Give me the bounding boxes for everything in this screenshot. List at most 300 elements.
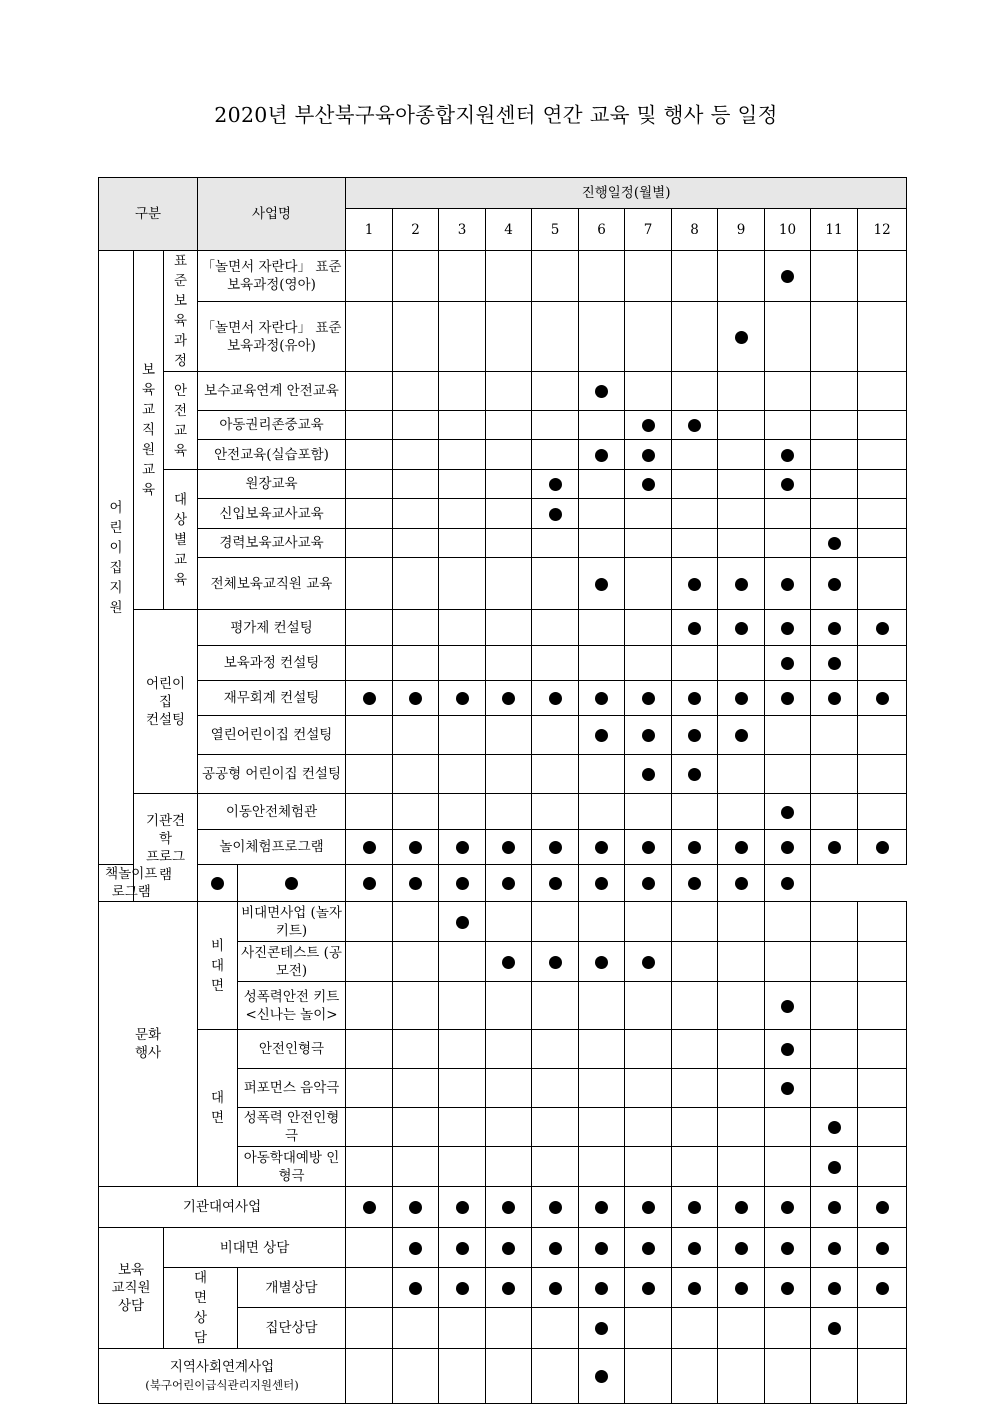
- scheduled-dot: [363, 1201, 376, 1214]
- scheduled-dot: [735, 841, 748, 854]
- row-name: [238, 982, 346, 1030]
- schedule-cell-month-10: [765, 1187, 811, 1228]
- schedule-cell-month-11: [811, 1268, 858, 1308]
- group-face: 대 면: [198, 1030, 238, 1187]
- row-name: [198, 681, 346, 716]
- scheduled-dot: [502, 956, 515, 969]
- schedule-cell-month-10: [765, 1030, 811, 1069]
- scheduled-dot: [549, 478, 562, 491]
- schedule-cell-month-9: [718, 1030, 765, 1069]
- schedule-cell-month-7: [625, 1108, 672, 1147]
- schedule-cell-month-8: [672, 610, 718, 646]
- schedule-cell-month-8: [672, 1030, 718, 1069]
- group-safety: 안 전 교 육: [164, 372, 198, 470]
- schedule-cell-month-6: [579, 794, 625, 830]
- schedule-cell-month-11: [811, 558, 858, 610]
- row-label: 사진콘테스트 (공모전): [241, 944, 342, 979]
- schedule-cell-month-2: [393, 499, 439, 529]
- schedule-cell-month-7: [625, 1030, 672, 1069]
- schedule-cell-month-2: [393, 529, 439, 558]
- schedule-cell-month-6: [579, 558, 625, 610]
- schedule-cell-month-8: [672, 755, 718, 794]
- schedule-cell-month-8: [672, 1308, 718, 1349]
- scheduled-dot: [595, 1322, 608, 1335]
- schedule-cell-month-2: [393, 1147, 439, 1187]
- schedule-cell-month-7: [625, 1147, 672, 1187]
- month-header-5: 5: [532, 209, 579, 251]
- scheduled-dot: [735, 1282, 748, 1295]
- schedule-cell-month-3: [439, 830, 486, 865]
- row-name: [99, 1349, 346, 1404]
- schedule-cell-month-1: [346, 411, 393, 440]
- scheduled-dot: [409, 877, 422, 890]
- schedule-cell-month-7: [625, 372, 672, 411]
- row-label: 아동권리존중교육: [219, 417, 324, 433]
- schedule-cell-month-6: [579, 1308, 625, 1349]
- schedule-cell-month-5: [532, 1268, 579, 1308]
- month-header-12: 12: [858, 209, 907, 251]
- schedule-cell-month-12: [858, 1187, 907, 1228]
- schedule-cell-month-7: [625, 755, 672, 794]
- schedule-cell-month-9: [718, 1268, 765, 1308]
- schedule-cell-month-9: [718, 1228, 765, 1268]
- schedule-cell-month-9: [718, 372, 765, 411]
- scheduled-dot: [828, 1201, 841, 1214]
- schedule-cell-month-3: [439, 1308, 486, 1349]
- month-header-10: 10: [765, 209, 811, 251]
- schedule-cell-month-2: [238, 865, 346, 902]
- schedule-cell-month-1: [198, 865, 238, 902]
- schedule-cell-month-6: [579, 1030, 625, 1069]
- scheduled-dot: [688, 1242, 701, 1255]
- scheduled-dot: [735, 622, 748, 635]
- scheduled-dot: [642, 729, 655, 742]
- schedule-cell-month-3: [439, 681, 486, 716]
- schedule-cell-month-12: [858, 372, 907, 411]
- schedule-cell-month-6: [579, 251, 625, 302]
- row-label: 책놀이프로그램: [105, 866, 158, 900]
- scheduled-dot: [549, 508, 562, 521]
- schedule-cell-month-3: [439, 646, 486, 681]
- scheduled-dot: [828, 692, 841, 705]
- scheduled-dot: [876, 692, 889, 705]
- schedule-cell-month-8: [672, 1228, 718, 1268]
- schedule-cell-month-9: [625, 865, 672, 902]
- schedule-cell-month-5: [532, 902, 579, 942]
- schedule-cell-month-4: [486, 372, 532, 411]
- schedule-cell-month-12: [858, 440, 907, 470]
- schedule-cell-month-2: [393, 942, 439, 982]
- schedule-cell-month-3: [439, 716, 486, 755]
- row-label: 재무회계 컨설팅: [223, 690, 320, 706]
- schedule-cell-month-10: [765, 902, 811, 942]
- schedule-cell-month-8: [672, 716, 718, 755]
- scheduled-dot: [781, 1282, 794, 1295]
- schedule-cell-month-6: [579, 716, 625, 755]
- row-label: 안전인형극: [258, 1041, 325, 1057]
- scheduled-dot: [549, 956, 562, 969]
- schedule-cell-month-3: [439, 1030, 486, 1069]
- scheduled-dot: [595, 841, 608, 854]
- scheduled-dot: [688, 877, 701, 890]
- schedule-cell-month-3: [439, 411, 486, 440]
- schedule-cell-month-9: [718, 982, 765, 1030]
- schedule-cell-month-11: [811, 681, 858, 716]
- row-label: 신입보육교사교육: [219, 505, 324, 522]
- scheduled-dot: [688, 1201, 701, 1214]
- row-label: 보육과정 컨설팅: [223, 655, 320, 671]
- schedule-cell-month-11: [811, 411, 858, 440]
- scheduled-dot: [781, 657, 794, 670]
- row-label: 열린어린이집 컨설팅: [210, 727, 333, 743]
- row-name: [198, 646, 346, 681]
- schedule-cell-month-5: [532, 302, 579, 372]
- scheduled-dot: [688, 622, 701, 635]
- row-name: [198, 610, 346, 646]
- schedule-cell-month-2: [393, 372, 439, 411]
- schedule-cell-month-9: [718, 470, 765, 499]
- scheduled-dot: [549, 841, 562, 854]
- row-name: [99, 865, 164, 902]
- scheduled-dot: [409, 1242, 422, 1255]
- scheduled-dot: [642, 1242, 655, 1255]
- schedule-cell-month-12: [858, 251, 907, 302]
- month-header-6: 6: [579, 209, 625, 251]
- schedule-cell-month-6: [579, 681, 625, 716]
- schedule-cell-month-4: [486, 440, 532, 470]
- scheduled-dot: [781, 622, 794, 635]
- schedule-cell-month-3: [439, 1187, 486, 1228]
- row-name: [164, 1228, 346, 1268]
- scheduled-dot: [549, 1242, 562, 1255]
- row-label: 「놀면서 자란다」 표준보육과정(유아): [201, 319, 342, 354]
- scheduled-dot: [642, 1282, 655, 1295]
- schedule-cell-month-4: [486, 982, 532, 1030]
- schedule-cell-month-8: [672, 302, 718, 372]
- scheduled-dot: [781, 270, 794, 283]
- scheduled-dot: [781, 841, 794, 854]
- schedule-cell-month-4: [486, 1030, 532, 1069]
- schedule-cell-month-3: [439, 499, 486, 529]
- scheduled-dot: [549, 1201, 562, 1214]
- row-label: 보수교육연계 안전교육: [204, 383, 339, 399]
- schedule-cell-month-3: [439, 440, 486, 470]
- scheduled-dot: [595, 729, 608, 742]
- scheduled-dot: [456, 1201, 469, 1214]
- schedule-cell-month-3: [439, 1349, 486, 1404]
- header-category: 구분: [99, 178, 198, 251]
- schedule-cell-month-1: [346, 830, 393, 865]
- schedule-cell-month-10: [765, 529, 811, 558]
- scheduled-dot: [642, 956, 655, 969]
- schedule-cell-month-7: [625, 1069, 672, 1108]
- schedule-cell-month-3: [439, 794, 486, 830]
- schedule-cell-month-6: [579, 529, 625, 558]
- schedule-cell-month-9: [718, 302, 765, 372]
- schedule-cell-month-10: [765, 440, 811, 470]
- schedule-cell-month-9: [718, 942, 765, 982]
- schedule-cell-month-12: [765, 865, 811, 902]
- schedule-cell-month-7: [625, 646, 672, 681]
- scheduled-dot: [781, 1201, 794, 1214]
- schedule-cell-month-11: [811, 794, 858, 830]
- schedule-cell-month-12: [858, 681, 907, 716]
- schedule-cell-month-10: [765, 411, 811, 440]
- scheduled-dot: [876, 1242, 889, 1255]
- schedule-cell-month-12: [858, 558, 907, 610]
- schedule-cell-month-4: [486, 470, 532, 499]
- row-label: 전체보육교직원 교육: [210, 575, 333, 592]
- scheduled-dot: [595, 877, 608, 890]
- scheduled-dot: [502, 841, 515, 854]
- schedule-cell-month-4: [486, 1228, 532, 1268]
- schedule-cell-month-11: [811, 470, 858, 499]
- schedule-cell-month-10: [765, 716, 811, 755]
- schedule-cell-month-4: [486, 716, 532, 755]
- schedule-cell-month-7: [625, 681, 672, 716]
- row-label: 원장교육: [245, 476, 298, 492]
- month-header-8: 8: [672, 209, 718, 251]
- scheduled-dot: [828, 1121, 841, 1134]
- scheduled-dot: [828, 1322, 841, 1335]
- scheduled-dot: [502, 1201, 515, 1214]
- schedule-cell-month-10: [765, 646, 811, 681]
- schedule-cell-month-4: [486, 499, 532, 529]
- schedule-cell-month-9: [718, 1108, 765, 1147]
- schedule-cell-month-4: [486, 529, 532, 558]
- schedule-cell-month-2: [393, 1349, 439, 1404]
- schedule-cell-month-1: [346, 251, 393, 302]
- schedule-cell-month-7: [625, 302, 672, 372]
- schedule-cell-month-8: [579, 865, 625, 902]
- row-name: [238, 1308, 346, 1349]
- schedule-cell-month-12: [858, 529, 907, 558]
- schedule-cell-month-3: [439, 610, 486, 646]
- page-title: 2020년 부산북구육아종합지원센터 연간 교육 및 행사 등 일정: [214, 103, 778, 127]
- schedule-cell-month-6: [579, 1147, 625, 1187]
- schedule-cell-month-7: [625, 1228, 672, 1268]
- schedule-cell-month-1: [346, 794, 393, 830]
- schedule-cell-month-3: [439, 1147, 486, 1187]
- scheduled-dot: [828, 657, 841, 670]
- scheduled-dot: [363, 877, 376, 890]
- row-name: [99, 1187, 346, 1228]
- schedule-cell-month-1: [346, 646, 393, 681]
- schedule-cell-month-7: [625, 529, 672, 558]
- schedule-cell-month-4: [486, 1108, 532, 1147]
- schedule-cell-month-9: [718, 755, 765, 794]
- row-label: 성폭력안전 키트 <신나는 놀이>: [243, 988, 340, 1023]
- schedule-cell-month-8: [672, 440, 718, 470]
- month-header-7: 7: [625, 209, 672, 251]
- scheduled-dot: [688, 419, 701, 432]
- scheduled-dot: [735, 578, 748, 591]
- schedule-cell-month-8: [672, 1069, 718, 1108]
- row-name: [198, 830, 346, 865]
- schedule-cell-month-3: [439, 529, 486, 558]
- schedule-cell-month-5: [532, 1308, 579, 1349]
- schedule-cell-month-2: [393, 830, 439, 865]
- scheduled-dot: [502, 877, 515, 890]
- schedule-cell-month-11: [811, 1349, 858, 1404]
- schedule-cell-month-9: [718, 716, 765, 755]
- row-label: 비대면 상담: [219, 1239, 290, 1256]
- scheduled-dot: [688, 692, 701, 705]
- schedule-cell-month-9: [718, 440, 765, 470]
- schedule-cell-month-11: [811, 529, 858, 558]
- schedule-cell-month-2: [393, 716, 439, 755]
- schedule-cell-month-7: [625, 251, 672, 302]
- scheduled-dot: [549, 877, 562, 890]
- schedule-cell-month-7: [625, 1268, 672, 1308]
- schedule-cell-month-12: [858, 1268, 907, 1308]
- row-name: [198, 411, 346, 440]
- schedule-cell-month-3: [439, 558, 486, 610]
- schedule-cell-month-7: [625, 794, 672, 830]
- schedule-cell-month-11: [811, 1228, 858, 1268]
- schedule-cell-month-10: [765, 558, 811, 610]
- schedule-cell-month-4: [486, 1069, 532, 1108]
- month-header-3: 3: [439, 209, 486, 251]
- schedule-cell-month-5: [532, 982, 579, 1030]
- scheduled-dot: [735, 692, 748, 705]
- scheduled-dot: [642, 768, 655, 781]
- schedule-cell-month-2: [393, 982, 439, 1030]
- schedule-cell-month-7: [625, 499, 672, 529]
- scheduled-dot: [642, 419, 655, 432]
- row-name: [198, 372, 346, 411]
- schedule-cell-month-9: [718, 1187, 765, 1228]
- scheduled-dot: [781, 1242, 794, 1255]
- schedule-cell-month-10: [765, 794, 811, 830]
- schedule-cell-month-5: [532, 830, 579, 865]
- schedule-cell-month-5: [532, 1030, 579, 1069]
- schedule-cell-month-8: [672, 1108, 718, 1147]
- group-teacher-edu: 보 육 교 직 원 교 육: [134, 251, 164, 610]
- schedule-cell-month-2: [393, 1187, 439, 1228]
- scheduled-dot: [876, 1201, 889, 1214]
- schedule-cell-month-8: [672, 499, 718, 529]
- schedule-cell-month-6: [579, 1268, 625, 1308]
- scheduled-dot: [595, 449, 608, 462]
- schedule-cell-month-2: [393, 251, 439, 302]
- schedule-cell-month-1: [346, 1349, 393, 1404]
- schedule-cell-month-12: [858, 610, 907, 646]
- schedule-cell-month-7: [532, 865, 579, 902]
- schedule-cell-month-11: [811, 372, 858, 411]
- row-label: 공공형 어린이집 컨설팅: [202, 766, 341, 782]
- scheduled-dot: [456, 692, 469, 705]
- schedule-cell-month-6: [579, 942, 625, 982]
- schedule-cell-month-7: [625, 470, 672, 499]
- schedule-cell-month-11: [811, 1187, 858, 1228]
- group-target: 대 상 별 교 육: [164, 470, 198, 610]
- schedule-cell-month-8: [672, 411, 718, 440]
- scheduled-dot: [642, 692, 655, 705]
- schedule-cell-month-12: [858, 1228, 907, 1268]
- schedule-cell-month-4: [486, 1187, 532, 1228]
- month-header-4: 4: [486, 209, 532, 251]
- scheduled-dot: [409, 841, 422, 854]
- schedule-cell-month-12: [858, 646, 907, 681]
- schedule-cell-month-8: [672, 1268, 718, 1308]
- schedule-cell-month-1: [346, 372, 393, 411]
- schedule-cell-month-11: [811, 982, 858, 1030]
- scheduled-dot: [781, 806, 794, 819]
- schedule-cell-month-1: [346, 499, 393, 529]
- schedule-cell-month-6: [579, 499, 625, 529]
- schedule-cell-month-10: [765, 372, 811, 411]
- schedule-cell-month-10: [765, 982, 811, 1030]
- schedule-cell-month-4: [486, 794, 532, 830]
- schedule-cell-month-2: [393, 1308, 439, 1349]
- schedule-cell-month-3: [439, 942, 486, 982]
- scheduled-dot: [642, 478, 655, 491]
- scheduled-dot: [735, 729, 748, 742]
- scheduled-dot: [828, 1282, 841, 1295]
- schedule-cell-month-4: [486, 830, 532, 865]
- schedule-cell-month-9: [718, 902, 765, 942]
- group-counsel: 보육 교직원 상담: [99, 1228, 164, 1349]
- schedule-cell-month-5: [532, 558, 579, 610]
- schedule-cell-month-1: [346, 529, 393, 558]
- row-label: 이동안전체험관: [225, 803, 318, 820]
- scheduled-dot: [642, 877, 655, 890]
- schedule-cell-month-5: [532, 251, 579, 302]
- schedule-cell-month-5: [532, 529, 579, 558]
- schedule-cell-month-5: [532, 755, 579, 794]
- schedule-cell-month-10: [765, 830, 811, 865]
- schedule-cell-month-3: [439, 470, 486, 499]
- schedule-cell-month-10: [765, 470, 811, 499]
- scheduled-dot: [595, 956, 608, 969]
- schedule-cell-month-3: [439, 302, 486, 372]
- schedule-cell-month-12: [858, 470, 907, 499]
- schedule-cell-month-8: [672, 646, 718, 681]
- schedule-cell-month-11: [811, 610, 858, 646]
- scheduled-dot: [595, 692, 608, 705]
- schedule-cell-month-2: [393, 1268, 439, 1308]
- schedule-cell-month-4: [486, 302, 532, 372]
- scheduled-dot: [735, 1242, 748, 1255]
- schedule-cell-month-1: [346, 1268, 393, 1308]
- schedule-cell-month-12: [858, 499, 907, 529]
- schedule-cell-month-1: [346, 440, 393, 470]
- schedule-cell-month-9: [718, 251, 765, 302]
- row-name: [238, 942, 346, 982]
- row-name: [198, 302, 346, 372]
- schedule-cell-month-2: [393, 1030, 439, 1069]
- schedule-cell-month-5: [532, 1187, 579, 1228]
- month-header-2: 2: [393, 209, 439, 251]
- schedule-cell-month-5: [532, 794, 579, 830]
- group-face-counsel: 대 면 상 담: [164, 1268, 238, 1349]
- scheduled-dot: [456, 1282, 469, 1295]
- schedule-cell-month-2: [393, 610, 439, 646]
- scheduled-dot: [688, 1282, 701, 1295]
- schedule-cell-month-1: [346, 1147, 393, 1187]
- schedule-cell-month-4: [486, 1268, 532, 1308]
- schedule-cell-month-7: [625, 1308, 672, 1349]
- scheduled-dot: [456, 877, 469, 890]
- schedule-cell-month-4: [486, 681, 532, 716]
- schedule-cell-month-12: [858, 942, 907, 982]
- group-visit: 기관견 학 프로그 램: [134, 794, 198, 902]
- schedule-cell-month-11: [811, 1108, 858, 1147]
- row-label: 경력보육교사교육: [219, 535, 324, 551]
- scheduled-dot: [642, 841, 655, 854]
- row-name: [198, 529, 346, 558]
